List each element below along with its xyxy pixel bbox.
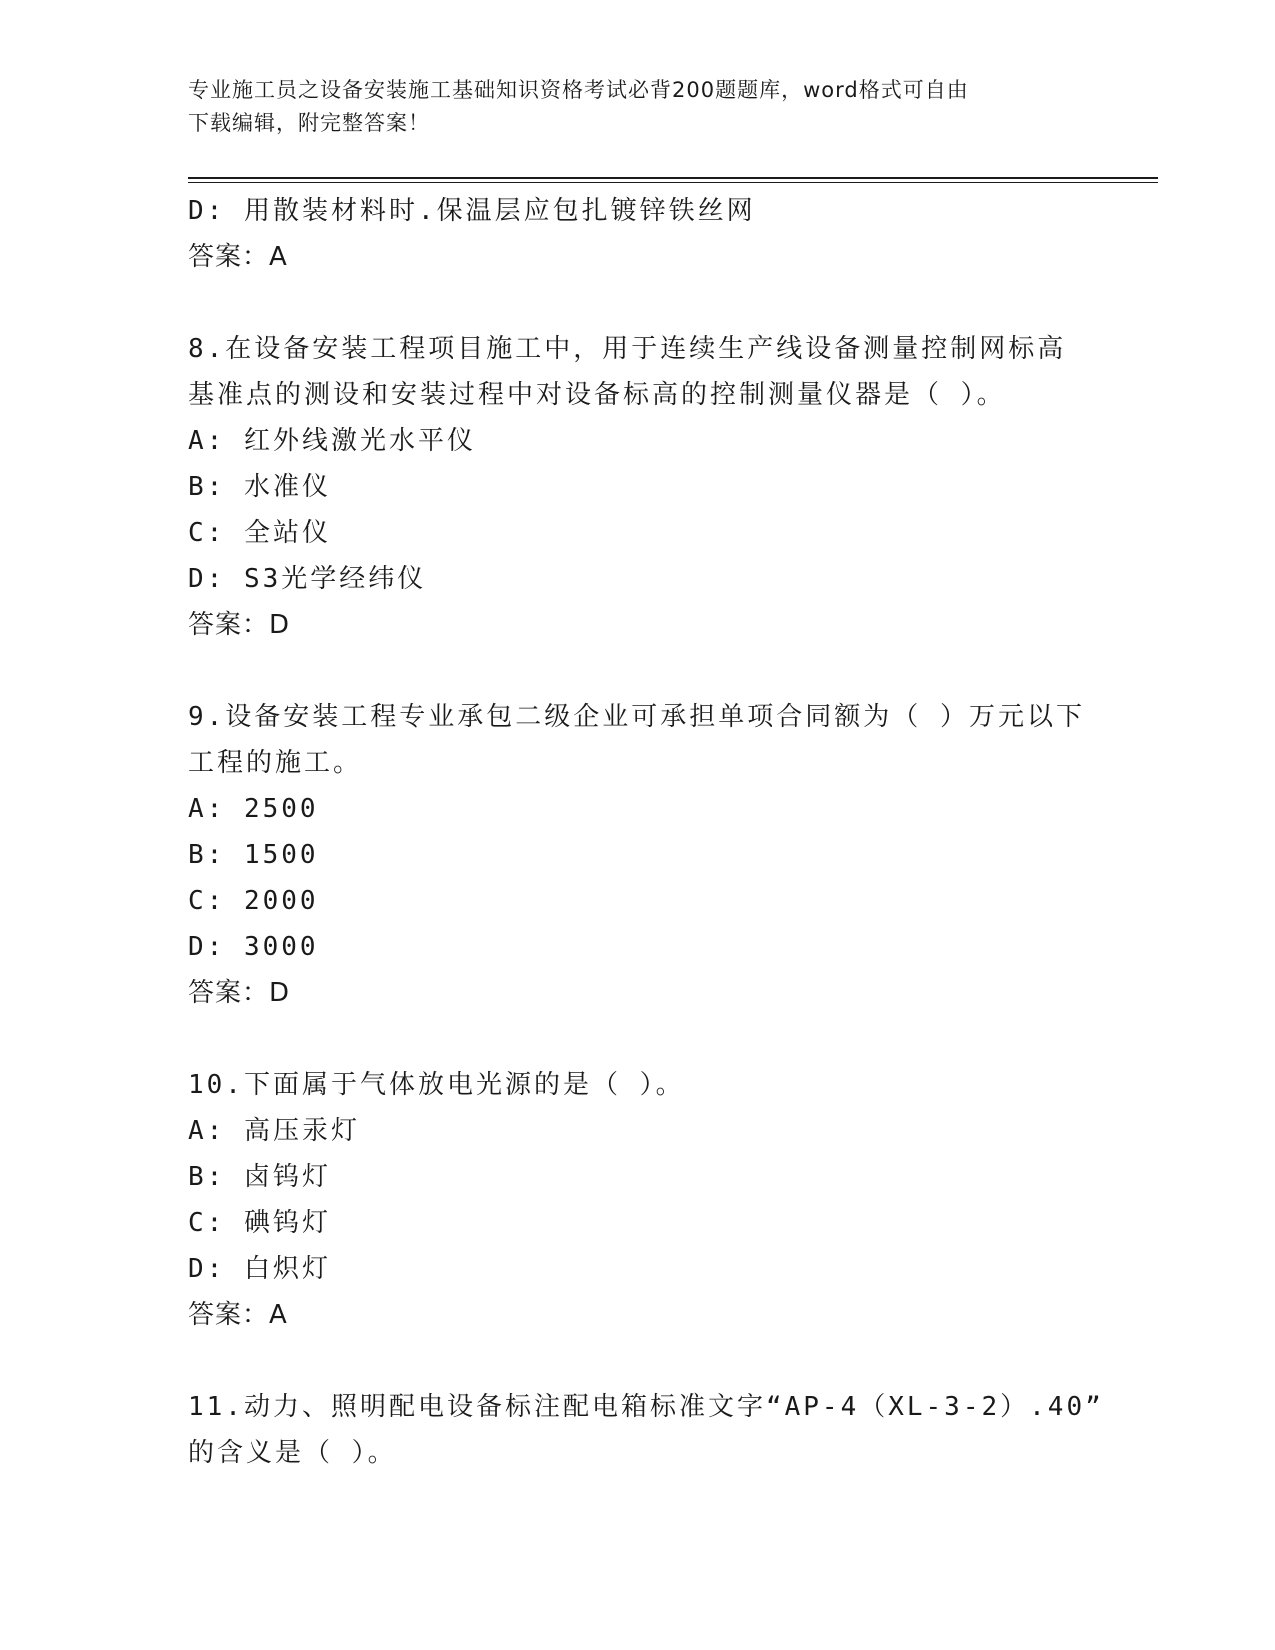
question-8-option-c: C: 全站仪 (188, 518, 331, 548)
header-divider-thick (188, 177, 1158, 179)
question-10-option-a: A: 高压汞灯 (188, 1116, 360, 1146)
question-9-option-b: B: 1500 (188, 840, 319, 870)
spacer (188, 648, 1088, 694)
question-9-stem-line-1: 9.设备安装工程专业承包二级企业可承担单项合同额为（ ）万元以下 (188, 702, 1085, 732)
question-8-option-d: D: S3光学经纬仪 (188, 564, 427, 594)
question-11-stem-line-2: 的含义是（ ）。 (188, 1438, 397, 1468)
question-list (188, 188, 1104, 1476)
header-title-line-2: 下载编辑，附完整答案！ (188, 111, 430, 135)
question-7-option-d: D: 用散装材料时.保温层应包扎镀锌铁丝网 (188, 196, 756, 226)
question-8-answer: 答案：D (188, 610, 291, 640)
question-8-option-a: A: 红外线激光水平仪 (188, 426, 476, 456)
question-9-option-d: D: 3000 (188, 932, 319, 962)
question-8-option-b: B: 水准仪 (188, 472, 331, 502)
header-divider-thin (188, 182, 1158, 183)
question-11-stem-line-1: 11.动力、照明配电设备标注配电箱标准文字“AP-4（XL-3-2）.40” (188, 1392, 1104, 1422)
question-9-option-a: A: 2500 (188, 794, 319, 824)
question-9-stem-line-2: 工程的施工。 (188, 748, 363, 778)
question-7-answer: 答案：A (188, 242, 288, 272)
question-10-option-c: C: 碘钨灯 (188, 1208, 331, 1238)
spacer (188, 1338, 1088, 1384)
question-11 (188, 1384, 1104, 1476)
question-8 (188, 326, 1088, 648)
question-9 (188, 694, 1088, 1016)
question-10-option-d: D: 白炽灯 (188, 1254, 331, 1284)
question-10-answer: 答案：A (188, 1300, 288, 1330)
spacer (188, 280, 1088, 326)
question-8-stem-line-1: 8.在设备安装工程项目施工中，用于连续生产线设备测量控制网标高 (188, 334, 1067, 364)
question-10 (188, 1062, 1088, 1338)
header-title-line-1: 专业施工员之设备安装施工基础知识资格考试必背200题题库，word格式可自由 (188, 78, 969, 102)
question-7 (188, 188, 1088, 280)
page-header (188, 74, 1068, 140)
question-9-answer: 答案：D (188, 978, 291, 1008)
question-9-option-c: C: 2000 (188, 886, 319, 916)
question-8-stem-line-2: 基准点的测设和安装过程中对设备标高的控制测量仪器是（ ）。 (188, 380, 1006, 410)
question-10-option-b: B: 卤钨灯 (188, 1162, 331, 1192)
question-10-stem-line-1: 10.下面属于气体放电光源的是（ ）。 (188, 1070, 685, 1100)
spacer (188, 1016, 1088, 1062)
